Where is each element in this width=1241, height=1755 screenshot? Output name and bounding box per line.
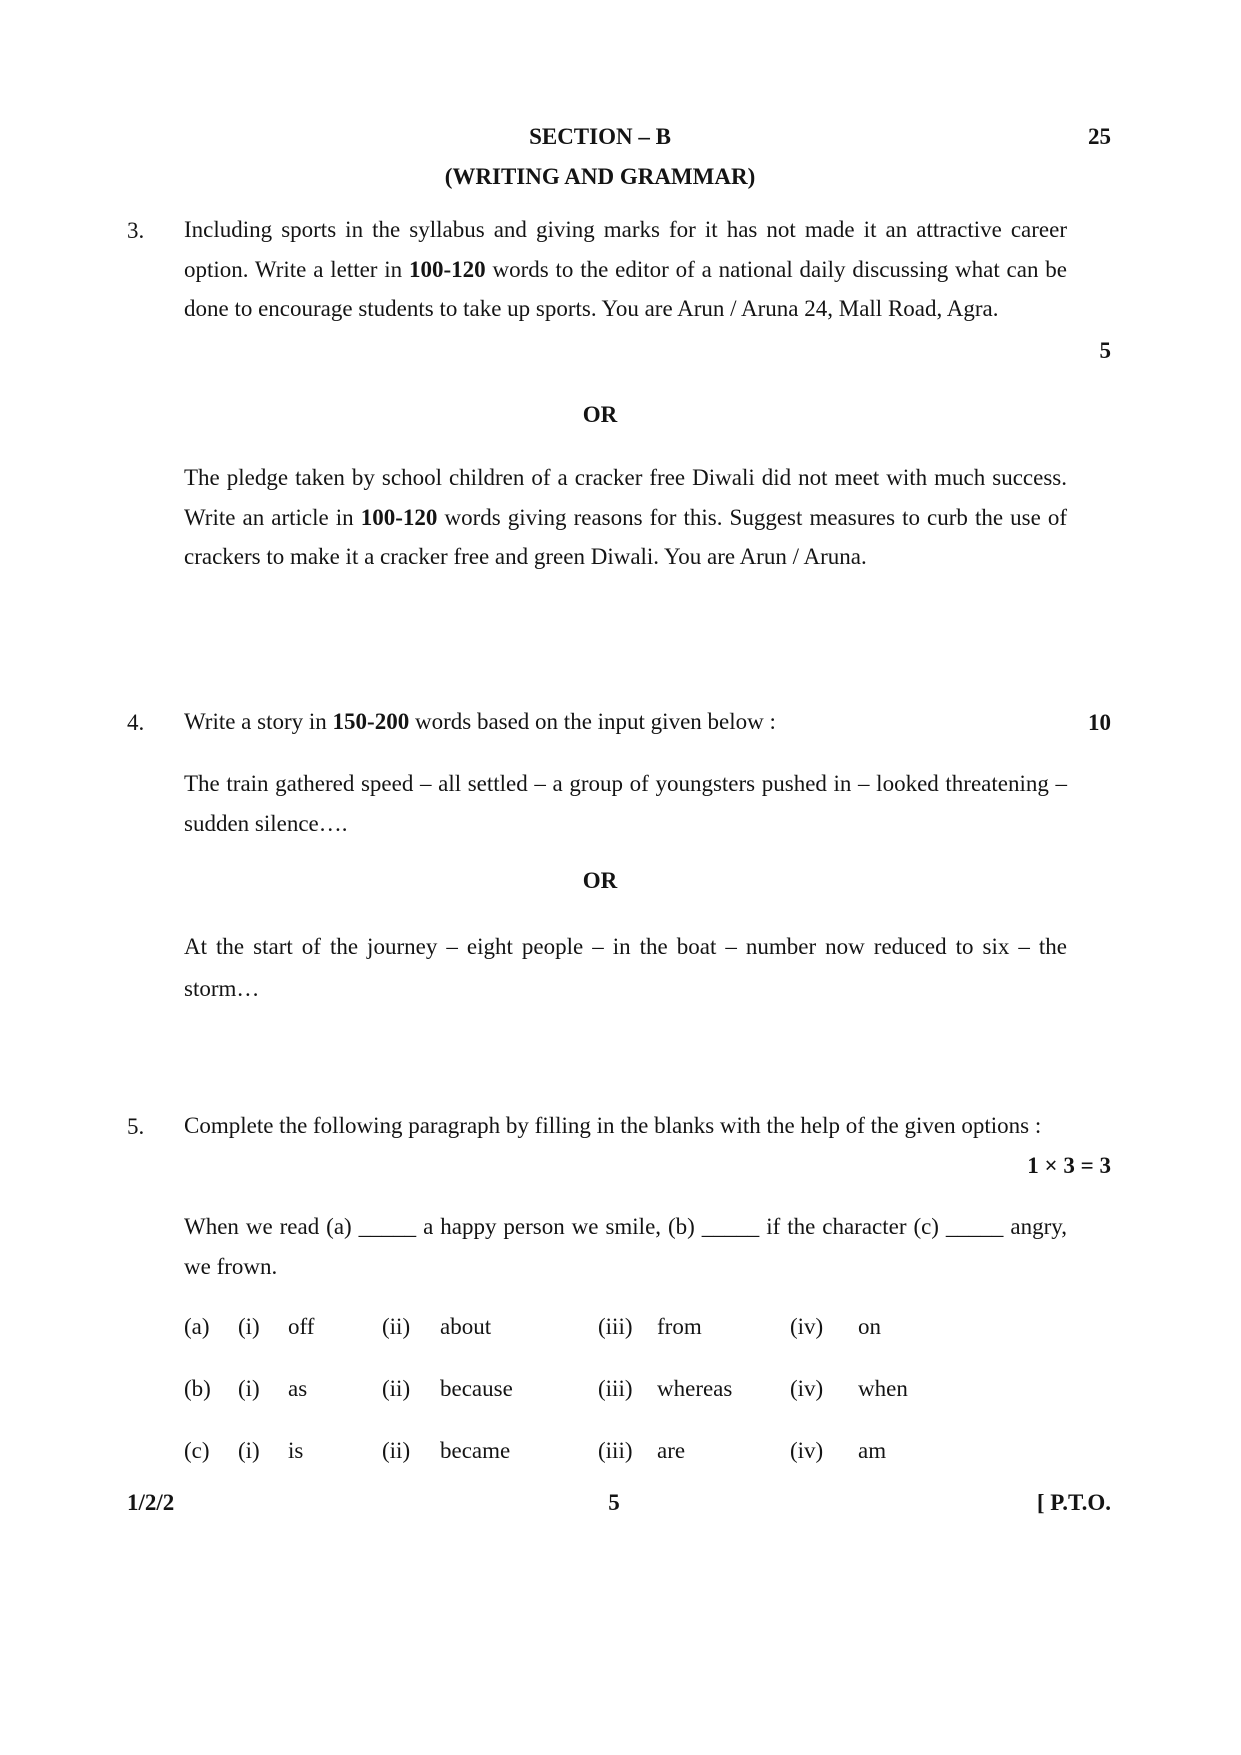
- section-marks: 25: [1088, 124, 1111, 149]
- option-number: (iii): [598, 1376, 633, 1401]
- option-number: (i): [238, 1314, 260, 1339]
- option-row-a: [184, 1314, 1084, 1344]
- option-number: (ii): [382, 1314, 411, 1339]
- option-word: is: [288, 1438, 304, 1463]
- question-4-marks: 10: [1088, 710, 1111, 735]
- pto-label: [ P.T.O.: [1036, 1490, 1111, 1515]
- paper-code: 1/2/2: [127, 1490, 175, 1515]
- option-word: when: [858, 1376, 908, 1401]
- option-word: because: [440, 1376, 513, 1401]
- option-word: from: [657, 1314, 702, 1339]
- option-number: (i): [238, 1438, 260, 1463]
- option-number: (iii): [598, 1314, 633, 1339]
- option-number: (iii): [598, 1438, 633, 1463]
- question-4-input-2: At the start of the journey – eight people – in the boat – number now reduced to six – the storm…: [184, 934, 1067, 1001]
- option-word: off: [288, 1314, 315, 1339]
- question-5-passage: When we read (a) _____ a happy person we smile, (b) _____ if the character (c) _____ angry, we frown.: [184, 1214, 1067, 1279]
- option-number: (i): [238, 1376, 260, 1401]
- page-number: 5: [608, 1490, 620, 1515]
- question-4-text: Write a story in 150-200 words based on the input given below :: [184, 709, 776, 734]
- question-4-or: OR: [582, 868, 618, 893]
- option-word: as: [288, 1376, 308, 1401]
- question-4-number: 4.: [127, 710, 145, 735]
- question-4-input-1: The train gathered speed – all settled – a group of youngsters pushed in – looked threatening – sudden silence….: [184, 771, 1067, 836]
- option-word: whereas: [657, 1376, 733, 1401]
- option-row-label: (b): [184, 1376, 211, 1401]
- question-3-number: 3.: [127, 218, 145, 243]
- question-3-alternative-text: The pledge taken by school children of a cracker free Diwali did not meet with much success. Write an article in 100-120 words giving reasons for this. Suggest measures to curb the use of crackers to make it a cracker free and green Diwali. You are Arun / Aruna.: [184, 465, 1067, 569]
- question-3-marks: 5: [1099, 338, 1111, 363]
- question-5-number: 5.: [127, 1114, 145, 1139]
- option-row-label: (c): [184, 1438, 210, 1463]
- option-number: (ii): [382, 1438, 411, 1463]
- option-word: are: [657, 1438, 686, 1463]
- question-3-text: Including sports in the syllabus and giving marks for it has not made it an attractive career option. Write a letter in 100-120 words to the editor of a national daily discussing what can be done to encourage students to take up sports. You are Arun / Aruna 24, Mall Road, Agra.: [184, 217, 1067, 321]
- option-number: (iv): [790, 1376, 824, 1401]
- question-3-or: OR: [582, 402, 618, 427]
- section-subtitle: (WRITING AND GRAMMAR): [444, 164, 756, 189]
- option-row-b: [184, 1376, 1084, 1406]
- question-5-marks: 1 × 3 = 3: [1027, 1153, 1111, 1178]
- section-title: SECTION – B: [529, 124, 671, 149]
- option-word: about: [440, 1314, 492, 1339]
- option-number: (ii): [382, 1376, 411, 1401]
- question-5-text: Complete the following paragraph by filling in the blanks with the help of the given options :: [184, 1113, 1042, 1138]
- option-number: (iv): [790, 1438, 824, 1463]
- option-word: on: [858, 1314, 881, 1339]
- option-number: (iv): [790, 1314, 824, 1339]
- option-word: am: [858, 1438, 887, 1463]
- option-row-label: (a): [184, 1314, 210, 1339]
- option-word: became: [440, 1438, 511, 1463]
- option-row-c: [184, 1438, 1084, 1468]
